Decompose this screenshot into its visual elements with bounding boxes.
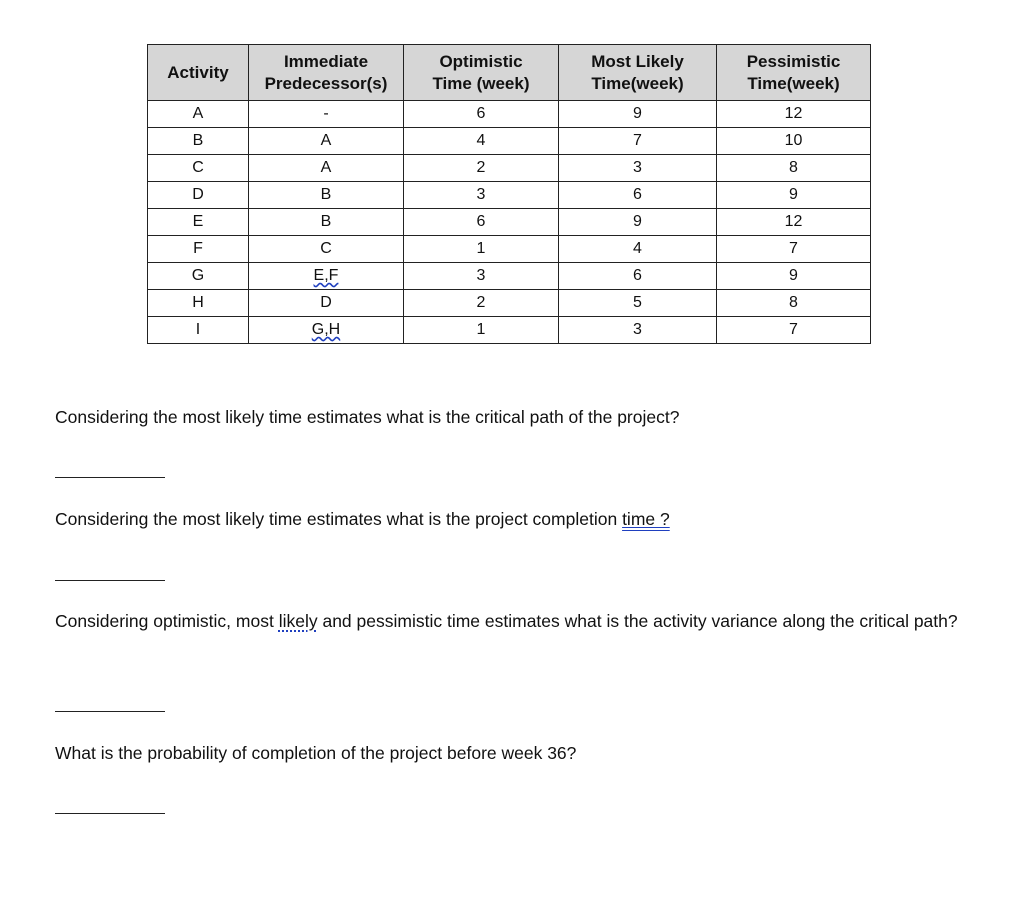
header-activity-label: Activity bbox=[167, 62, 229, 82]
table-row-g bbox=[148, 263, 871, 290]
cell-pessimistic: 12 bbox=[717, 209, 871, 236]
answer-blank-2[interactable] bbox=[55, 580, 165, 581]
cell-most-likely: 5 bbox=[559, 290, 717, 317]
cell-optimistic: 6 bbox=[404, 101, 559, 128]
question-completion-time-tail: time ? bbox=[622, 509, 670, 529]
cell-optimistic: 2 bbox=[404, 155, 559, 182]
cell-activity: B bbox=[148, 128, 249, 155]
cell-optimistic: 3 bbox=[404, 182, 559, 209]
cell-most-likely: 3 bbox=[559, 317, 717, 344]
header-predecessor-line1: Immediate bbox=[283, 51, 369, 71]
header-pessimistic-line1: Pessimistic bbox=[746, 51, 841, 71]
activity-table bbox=[147, 44, 871, 344]
cell-activity: I bbox=[148, 317, 249, 344]
header-most-likely-line1: Most Likely bbox=[591, 51, 684, 71]
question-variance-text-b: likely bbox=[278, 611, 318, 631]
header-optimistic-line1: Optimistic bbox=[439, 51, 523, 71]
question-activity-variance bbox=[55, 606, 975, 637]
cell-predecessor: C bbox=[249, 236, 404, 263]
header-optimistic bbox=[404, 45, 559, 101]
answer-blank-4[interactable] bbox=[55, 813, 165, 814]
header-most-likely bbox=[559, 45, 717, 101]
table-row-b bbox=[148, 128, 871, 155]
cell-most-likely: 9 bbox=[559, 101, 717, 128]
cell-predecessor: B bbox=[249, 182, 404, 209]
cell-most-likely: 4 bbox=[559, 236, 717, 263]
pert-table-container bbox=[147, 44, 871, 344]
table-row-d bbox=[148, 182, 871, 209]
header-predecessor-line2: Predecessor(s) bbox=[264, 73, 388, 93]
header-optimistic-line2: Time (week) bbox=[432, 73, 530, 93]
cell-predecessor: B bbox=[249, 209, 404, 236]
table-row-a bbox=[148, 101, 871, 128]
question-variance-text-a: Considering optimistic, most bbox=[55, 611, 279, 631]
cell-activity: F bbox=[148, 236, 249, 263]
cell-most-likely: 6 bbox=[559, 263, 717, 290]
cell-activity: C bbox=[148, 155, 249, 182]
cell-optimistic: 1 bbox=[404, 236, 559, 263]
header-activity bbox=[148, 45, 249, 101]
table-row-e bbox=[148, 209, 871, 236]
cell-most-likely: 3 bbox=[559, 155, 717, 182]
cell-optimistic: 4 bbox=[404, 128, 559, 155]
cell-activity: D bbox=[148, 182, 249, 209]
table-row-f bbox=[148, 236, 871, 263]
cell-predecessor: A bbox=[249, 128, 404, 155]
cell-pessimistic: 10 bbox=[717, 128, 871, 155]
cell-pessimistic: 8 bbox=[717, 290, 871, 317]
cell-activity: G bbox=[148, 263, 249, 290]
cell-most-likely: 9 bbox=[559, 209, 717, 236]
cell-most-likely: 6 bbox=[559, 182, 717, 209]
question-probability: What is the probability of completion of the project before week 36? bbox=[55, 743, 577, 763]
header-most-likely-line2: Time(week) bbox=[591, 73, 684, 93]
cell-pessimistic: 9 bbox=[717, 182, 871, 209]
cell-activity: A bbox=[148, 101, 249, 128]
answer-blank-1[interactable] bbox=[55, 477, 165, 478]
question-completion-time bbox=[55, 504, 975, 535]
question-variance-text-c: and pessimistic time estimates what is the activity variance along the critical path? bbox=[317, 611, 958, 631]
cell-pessimistic: 7 bbox=[717, 236, 871, 263]
table-row-h bbox=[148, 290, 871, 317]
table-row-i bbox=[148, 317, 871, 344]
header-predecessor bbox=[249, 45, 404, 101]
answer-blank-3[interactable] bbox=[55, 711, 165, 712]
cell-optimistic: 3 bbox=[404, 263, 559, 290]
table-row-c bbox=[148, 155, 871, 182]
question-critical-path: Considering the most likely time estimates what is the critical path of the project? bbox=[55, 407, 680, 427]
predecessor-spellcheck-text: E,F bbox=[313, 267, 339, 284]
table-header-row bbox=[148, 45, 871, 101]
header-pessimistic bbox=[717, 45, 871, 101]
cell-activity: H bbox=[148, 290, 249, 317]
cell-pessimistic: 9 bbox=[717, 263, 871, 290]
cell-optimistic: 2 bbox=[404, 290, 559, 317]
cell-pessimistic: 12 bbox=[717, 101, 871, 128]
cell-predecessor: - bbox=[249, 101, 404, 128]
cell-optimistic: 1 bbox=[404, 317, 559, 344]
question-completion-time-text: Considering the most likely time estimates what is the project completion bbox=[55, 509, 623, 529]
header-pessimistic-line2: Time(week) bbox=[747, 73, 840, 93]
cell-predecessor: D bbox=[249, 290, 404, 317]
predecessor-spellcheck-text: G,H bbox=[311, 321, 341, 338]
cell-pessimistic: 7 bbox=[717, 317, 871, 344]
cell-predecessor: A bbox=[249, 155, 404, 182]
cell-optimistic: 6 bbox=[404, 209, 559, 236]
cell-activity: E bbox=[148, 209, 249, 236]
cell-pessimistic: 8 bbox=[717, 155, 871, 182]
cell-predecessor bbox=[249, 263, 404, 290]
cell-predecessor bbox=[249, 317, 404, 344]
cell-most-likely: 7 bbox=[559, 128, 717, 155]
